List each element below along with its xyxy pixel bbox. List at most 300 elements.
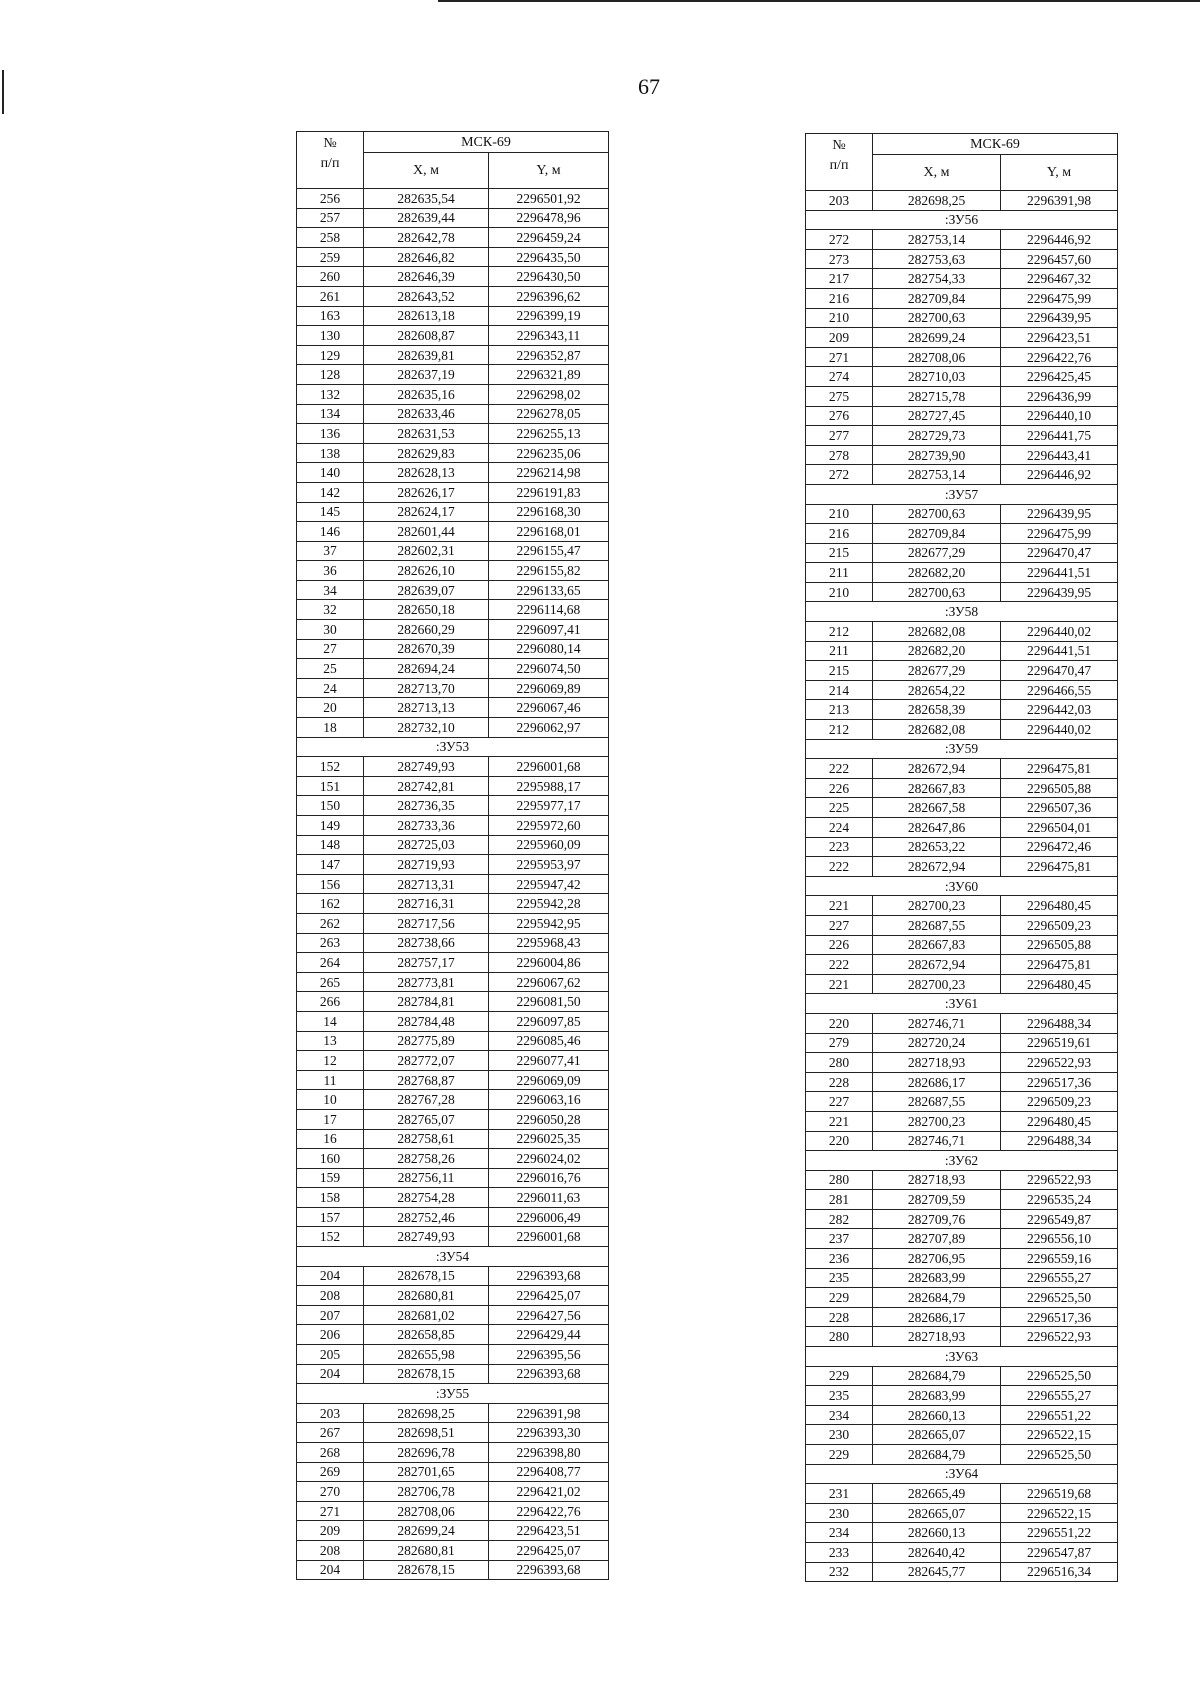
point-number: 222 bbox=[806, 955, 873, 975]
y-value: 2296408,77 bbox=[489, 1462, 609, 1482]
x-value: 282699,24 bbox=[873, 328, 1001, 348]
y-value: 2296004,86 bbox=[489, 953, 609, 973]
point-number: 263 bbox=[297, 933, 364, 953]
table-row bbox=[806, 1033, 1118, 1053]
table-row bbox=[806, 720, 1118, 740]
table-row bbox=[297, 835, 609, 855]
x-value: 282701,65 bbox=[364, 1462, 489, 1482]
x-value: 282650,18 bbox=[364, 600, 489, 620]
point-number: 212 bbox=[806, 622, 873, 642]
point-number: 10 bbox=[297, 1090, 364, 1110]
table-row bbox=[297, 1031, 609, 1051]
table-row bbox=[297, 698, 609, 718]
y-value: 2296488,34 bbox=[1001, 1013, 1118, 1033]
point-number: 211 bbox=[806, 641, 873, 661]
table-row bbox=[806, 426, 1118, 446]
table-row bbox=[297, 1090, 609, 1110]
x-value: 282628,13 bbox=[364, 463, 489, 483]
table-row bbox=[806, 1425, 1118, 1445]
y-value: 2296063,16 bbox=[489, 1090, 609, 1110]
point-number: 217 bbox=[806, 269, 873, 289]
y-value: 2296074,50 bbox=[489, 659, 609, 679]
point-number: 27 bbox=[297, 639, 364, 659]
point-number: 152 bbox=[297, 757, 364, 777]
parcel-label: :ЗУ61 bbox=[806, 994, 1118, 1014]
x-value: 282635,16 bbox=[364, 384, 489, 404]
point-number: 213 bbox=[806, 700, 873, 720]
x-value: 282739,90 bbox=[873, 445, 1001, 465]
x-value: 282658,85 bbox=[364, 1325, 489, 1345]
point-number: 12 bbox=[297, 1051, 364, 1071]
point-number: 207 bbox=[297, 1305, 364, 1325]
x-value: 282706,95 bbox=[873, 1249, 1001, 1269]
x-value: 282686,17 bbox=[873, 1307, 1001, 1327]
table-row bbox=[806, 641, 1118, 661]
point-number: 260 bbox=[297, 267, 364, 287]
x-value: 282746,71 bbox=[873, 1013, 1001, 1033]
x-value: 282752,46 bbox=[364, 1207, 489, 1227]
point-number: 130 bbox=[297, 326, 364, 346]
y-value: 2296555,27 bbox=[1001, 1386, 1118, 1406]
section-row bbox=[806, 876, 1118, 896]
y-value: 2296214,98 bbox=[489, 463, 609, 483]
y-value: 2296321,89 bbox=[489, 365, 609, 385]
y-value: 2296519,68 bbox=[1001, 1484, 1118, 1504]
x-value: 282645,77 bbox=[873, 1562, 1001, 1582]
section-row bbox=[806, 994, 1118, 1014]
table-row bbox=[806, 857, 1118, 877]
x-value: 282640,42 bbox=[873, 1542, 1001, 1562]
point-number: 151 bbox=[297, 776, 364, 796]
y-value: 2296480,45 bbox=[1001, 896, 1118, 916]
table-row bbox=[297, 306, 609, 326]
table-row bbox=[297, 189, 609, 209]
y-value: 2295942,28 bbox=[489, 894, 609, 914]
y-value: 2296421,02 bbox=[489, 1482, 609, 1502]
point-number: 204 bbox=[297, 1266, 364, 1286]
x-value: 282718,93 bbox=[873, 1053, 1001, 1073]
x-value: 282772,07 bbox=[364, 1051, 489, 1071]
x-value: 282738,66 bbox=[364, 933, 489, 953]
y-value: 2296352,87 bbox=[489, 345, 609, 365]
table-row bbox=[806, 837, 1118, 857]
point-number: 230 bbox=[806, 1425, 873, 1445]
x-value: 282626,10 bbox=[364, 561, 489, 581]
point-number: 25 bbox=[297, 659, 364, 679]
x-value: 282749,93 bbox=[364, 1227, 489, 1247]
point-number: 229 bbox=[806, 1288, 873, 1308]
x-value: 282658,39 bbox=[873, 700, 1001, 720]
y-value: 2296191,83 bbox=[489, 482, 609, 502]
table-row bbox=[806, 1523, 1118, 1543]
y-value: 2296519,61 bbox=[1001, 1033, 1118, 1053]
x-value: 282683,99 bbox=[873, 1386, 1001, 1406]
table-row bbox=[297, 1286, 609, 1306]
x-value: 282757,17 bbox=[364, 953, 489, 973]
point-number: 159 bbox=[297, 1168, 364, 1188]
point-number: 256 bbox=[297, 189, 364, 209]
table-row bbox=[806, 1053, 1118, 1073]
x-value: 282694,24 bbox=[364, 659, 489, 679]
y-column-header: Y, м bbox=[489, 153, 609, 189]
x-value: 282680,81 bbox=[364, 1540, 489, 1560]
x-value: 282608,87 bbox=[364, 326, 489, 346]
x-value: 282660,13 bbox=[873, 1405, 1001, 1425]
table-row bbox=[806, 935, 1118, 955]
y-value: 2296488,34 bbox=[1001, 1131, 1118, 1151]
point-number: 134 bbox=[297, 404, 364, 424]
x-value: 282601,44 bbox=[364, 522, 489, 542]
table-row bbox=[806, 1445, 1118, 1465]
x-value: 282639,81 bbox=[364, 345, 489, 365]
x-value: 282639,07 bbox=[364, 580, 489, 600]
point-number: 229 bbox=[806, 1366, 873, 1386]
x-value: 282654,22 bbox=[873, 680, 1001, 700]
table-row bbox=[297, 953, 609, 973]
point-number: 271 bbox=[806, 347, 873, 367]
table-row bbox=[806, 759, 1118, 779]
number-abbrev: п/п bbox=[320, 156, 340, 171]
x-value: 282754,28 bbox=[364, 1188, 489, 1208]
point-number: 275 bbox=[806, 386, 873, 406]
table-row bbox=[806, 230, 1118, 250]
table-row bbox=[806, 1190, 1118, 1210]
y-value: 2296470,47 bbox=[1001, 661, 1118, 681]
table-row bbox=[806, 524, 1118, 544]
table-row bbox=[297, 1129, 609, 1149]
point-number: 129 bbox=[297, 345, 364, 365]
x-value: 282709,84 bbox=[873, 288, 1001, 308]
point-number: 224 bbox=[806, 818, 873, 838]
section-row bbox=[297, 1384, 609, 1404]
x-value: 282720,24 bbox=[873, 1033, 1001, 1053]
y-value: 2296509,23 bbox=[1001, 1092, 1118, 1112]
y-value: 2296535,24 bbox=[1001, 1190, 1118, 1210]
coordinates-table-left bbox=[296, 131, 609, 1580]
x-value: 282700,63 bbox=[873, 582, 1001, 602]
x-value: 282624,17 bbox=[364, 502, 489, 522]
table-row bbox=[297, 1051, 609, 1071]
point-number: 278 bbox=[806, 445, 873, 465]
table-row bbox=[297, 620, 609, 640]
y-value: 2296436,99 bbox=[1001, 386, 1118, 406]
point-number: 235 bbox=[806, 1386, 873, 1406]
table-row bbox=[806, 1268, 1118, 1288]
point-number: 147 bbox=[297, 855, 364, 875]
point-number: 225 bbox=[806, 798, 873, 818]
x-value: 282713,31 bbox=[364, 874, 489, 894]
point-number: 231 bbox=[806, 1484, 873, 1504]
point-number: 132 bbox=[297, 384, 364, 404]
x-value: 282647,86 bbox=[873, 818, 1001, 838]
point-number: 156 bbox=[297, 874, 364, 894]
point-number: 226 bbox=[806, 778, 873, 798]
table-row bbox=[806, 1503, 1118, 1523]
x-value: 282784,48 bbox=[364, 1011, 489, 1031]
point-number: 152 bbox=[297, 1227, 364, 1247]
point-number: 234 bbox=[806, 1523, 873, 1543]
y-value: 2295972,60 bbox=[489, 816, 609, 836]
point-number: 234 bbox=[806, 1405, 873, 1425]
x-value: 282660,29 bbox=[364, 620, 489, 640]
x-value: 282665,49 bbox=[873, 1484, 1001, 1504]
x-value: 282613,18 bbox=[364, 306, 489, 326]
table-row bbox=[806, 1209, 1118, 1229]
y-value: 2296393,68 bbox=[489, 1266, 609, 1286]
x-value: 282682,20 bbox=[873, 641, 1001, 661]
y-value: 2296475,81 bbox=[1001, 955, 1118, 975]
table-row bbox=[297, 992, 609, 1012]
x-value: 282736,35 bbox=[364, 796, 489, 816]
y-value: 2296480,45 bbox=[1001, 974, 1118, 994]
y-value: 2296427,56 bbox=[489, 1305, 609, 1325]
y-value: 2296024,02 bbox=[489, 1149, 609, 1169]
x-value: 282716,31 bbox=[364, 894, 489, 914]
number-abbrev: п/п bbox=[829, 158, 849, 173]
table-row bbox=[806, 328, 1118, 348]
parcel-label: :ЗУ62 bbox=[806, 1151, 1118, 1171]
y-value: 2296517,36 bbox=[1001, 1307, 1118, 1327]
coordinate-system-header: МСК-69 bbox=[873, 134, 1118, 155]
x-value: 282765,07 bbox=[364, 1109, 489, 1129]
point-number: 227 bbox=[806, 915, 873, 935]
x-value: 282683,99 bbox=[873, 1268, 1001, 1288]
point-number: 274 bbox=[806, 367, 873, 387]
point-number: 37 bbox=[297, 541, 364, 561]
x-value: 282678,15 bbox=[364, 1560, 489, 1580]
parcel-label: :ЗУ55 bbox=[297, 1384, 609, 1404]
point-number: 221 bbox=[806, 974, 873, 994]
point-number: 142 bbox=[297, 482, 364, 502]
point-number: 136 bbox=[297, 424, 364, 444]
x-value: 282678,15 bbox=[364, 1266, 489, 1286]
table-row bbox=[806, 582, 1118, 602]
point-number: 157 bbox=[297, 1207, 364, 1227]
y-value: 2296396,62 bbox=[489, 286, 609, 306]
point-number: 222 bbox=[806, 857, 873, 877]
x-value: 282709,59 bbox=[873, 1190, 1001, 1210]
y-value: 2296507,36 bbox=[1001, 798, 1118, 818]
y-value: 2296398,80 bbox=[489, 1443, 609, 1463]
x-value: 282775,89 bbox=[364, 1031, 489, 1051]
x-value: 282682,20 bbox=[873, 563, 1001, 583]
point-number: 11 bbox=[297, 1070, 364, 1090]
y-value: 2296441,51 bbox=[1001, 641, 1118, 661]
point-number: 264 bbox=[297, 953, 364, 973]
y-value: 2296505,88 bbox=[1001, 935, 1118, 955]
table-row bbox=[806, 1131, 1118, 1151]
point-number: 268 bbox=[297, 1443, 364, 1463]
x-value: 282742,81 bbox=[364, 776, 489, 796]
y-value: 2296422,76 bbox=[489, 1501, 609, 1521]
point-number: 266 bbox=[297, 992, 364, 1012]
left-table-body bbox=[297, 189, 609, 1580]
y-value: 2296001,68 bbox=[489, 757, 609, 777]
x-value: 282660,13 bbox=[873, 1523, 1001, 1543]
x-value: 282725,03 bbox=[364, 835, 489, 855]
table-row bbox=[297, 600, 609, 620]
table-row bbox=[297, 659, 609, 679]
y-value: 2296475,99 bbox=[1001, 288, 1118, 308]
point-number: 205 bbox=[297, 1345, 364, 1365]
point-number: 148 bbox=[297, 835, 364, 855]
x-value: 282655,98 bbox=[364, 1345, 489, 1365]
table-row bbox=[297, 365, 609, 385]
x-value: 282758,26 bbox=[364, 1149, 489, 1169]
point-number: 236 bbox=[806, 1249, 873, 1269]
x-value: 282629,83 bbox=[364, 443, 489, 463]
y-value: 2296522,15 bbox=[1001, 1425, 1118, 1445]
y-value: 2296077,41 bbox=[489, 1051, 609, 1071]
x-value: 282602,31 bbox=[364, 541, 489, 561]
point-number: 216 bbox=[806, 288, 873, 308]
y-value: 2296235,06 bbox=[489, 443, 609, 463]
y-value: 2296006,49 bbox=[489, 1207, 609, 1227]
y-value: 2296443,41 bbox=[1001, 445, 1118, 465]
table-row bbox=[297, 796, 609, 816]
point-number: 36 bbox=[297, 561, 364, 581]
section-row bbox=[806, 210, 1118, 230]
table-row bbox=[806, 1288, 1118, 1308]
y-value: 2296525,50 bbox=[1001, 1366, 1118, 1386]
table-row bbox=[806, 1072, 1118, 1092]
point-number: 228 bbox=[806, 1307, 873, 1327]
y-value: 2296441,75 bbox=[1001, 426, 1118, 446]
y-value: 2295953,97 bbox=[489, 855, 609, 875]
x-value: 282715,78 bbox=[873, 386, 1001, 406]
y-value: 2296114,68 bbox=[489, 600, 609, 620]
point-number: 214 bbox=[806, 680, 873, 700]
y-value: 2296501,92 bbox=[489, 189, 609, 209]
table-row bbox=[806, 818, 1118, 838]
x-value: 282700,23 bbox=[873, 896, 1001, 916]
y-value: 2296097,85 bbox=[489, 1011, 609, 1031]
x-value: 282733,36 bbox=[364, 816, 489, 836]
point-number: 277 bbox=[806, 426, 873, 446]
parcel-label: :ЗУ63 bbox=[806, 1347, 1118, 1367]
x-value: 282698,25 bbox=[873, 191, 1001, 211]
table-row bbox=[806, 1405, 1118, 1425]
point-number: 16 bbox=[297, 1129, 364, 1149]
table-row bbox=[297, 443, 609, 463]
table-row bbox=[297, 1443, 609, 1463]
x-value: 282670,39 bbox=[364, 639, 489, 659]
table-row bbox=[806, 1229, 1118, 1249]
point-number: 146 bbox=[297, 522, 364, 542]
x-value: 282700,23 bbox=[873, 974, 1001, 994]
table-row bbox=[297, 1521, 609, 1541]
table-row bbox=[297, 1011, 609, 1031]
table-row bbox=[806, 955, 1118, 975]
table-row bbox=[297, 502, 609, 522]
point-number: 220 bbox=[806, 1131, 873, 1151]
table-row bbox=[297, 580, 609, 600]
point-number: 235 bbox=[806, 1268, 873, 1288]
x-value: 282707,89 bbox=[873, 1229, 1001, 1249]
y-value: 2296439,95 bbox=[1001, 582, 1118, 602]
point-number: 14 bbox=[297, 1011, 364, 1031]
section-row bbox=[806, 1151, 1118, 1171]
table-row bbox=[297, 1149, 609, 1169]
x-value: 282639,44 bbox=[364, 208, 489, 228]
table-row bbox=[806, 661, 1118, 681]
x-value: 282682,08 bbox=[873, 720, 1001, 740]
x-value: 282672,94 bbox=[873, 955, 1001, 975]
section-row bbox=[806, 1464, 1118, 1484]
x-value: 282677,29 bbox=[873, 543, 1001, 563]
y-value: 2296522,93 bbox=[1001, 1170, 1118, 1190]
section-row bbox=[806, 602, 1118, 622]
y-value: 2296522,93 bbox=[1001, 1053, 1118, 1073]
table-row bbox=[806, 308, 1118, 328]
table-row bbox=[297, 1482, 609, 1502]
y-value: 2296399,19 bbox=[489, 306, 609, 326]
y-value: 2295968,43 bbox=[489, 933, 609, 953]
y-value: 2296480,45 bbox=[1001, 1111, 1118, 1131]
y-value: 2296395,56 bbox=[489, 1345, 609, 1365]
table-row bbox=[806, 1092, 1118, 1112]
parcel-label: :ЗУ57 bbox=[806, 484, 1118, 504]
table-row bbox=[806, 1562, 1118, 1582]
x-value: 282727,45 bbox=[873, 406, 1001, 426]
y-value: 2296440,02 bbox=[1001, 622, 1118, 642]
table-row bbox=[297, 1501, 609, 1521]
table-row bbox=[297, 913, 609, 933]
y-value: 2296001,68 bbox=[489, 1227, 609, 1247]
point-number: 160 bbox=[297, 1149, 364, 1169]
number-sign: № bbox=[323, 136, 337, 151]
y-value: 2296522,15 bbox=[1001, 1503, 1118, 1523]
table-row bbox=[806, 1111, 1118, 1131]
parcel-label: :ЗУ56 bbox=[806, 210, 1118, 230]
point-number: 223 bbox=[806, 837, 873, 857]
y-value: 2296430,50 bbox=[489, 267, 609, 287]
x-value: 282696,78 bbox=[364, 1443, 489, 1463]
y-value: 2295988,17 bbox=[489, 776, 609, 796]
table-row bbox=[297, 1266, 609, 1286]
table-row bbox=[806, 1013, 1118, 1033]
y-value: 2296516,34 bbox=[1001, 1562, 1118, 1582]
x-value: 282665,07 bbox=[873, 1503, 1001, 1523]
table-row bbox=[297, 1403, 609, 1423]
point-number: 18 bbox=[297, 718, 364, 738]
y-value: 2296168,01 bbox=[489, 522, 609, 542]
table-row bbox=[806, 680, 1118, 700]
y-value: 2296423,51 bbox=[489, 1521, 609, 1541]
y-value: 2296446,92 bbox=[1001, 465, 1118, 485]
section-row bbox=[297, 737, 609, 757]
table-row bbox=[297, 424, 609, 444]
x-value: 282699,24 bbox=[364, 1521, 489, 1541]
point-number: 138 bbox=[297, 443, 364, 463]
y-value: 2296391,98 bbox=[489, 1403, 609, 1423]
point-number: 128 bbox=[297, 365, 364, 385]
table-row bbox=[297, 1168, 609, 1188]
table-row bbox=[806, 896, 1118, 916]
y-value: 2296097,41 bbox=[489, 620, 609, 640]
point-number: 258 bbox=[297, 228, 364, 248]
table-row bbox=[297, 874, 609, 894]
table-row bbox=[806, 191, 1118, 211]
point-number: 209 bbox=[806, 328, 873, 348]
y-value: 2296155,47 bbox=[489, 541, 609, 561]
section-row bbox=[297, 1247, 609, 1267]
number-column-header bbox=[297, 132, 364, 189]
y-value: 2296298,02 bbox=[489, 384, 609, 404]
y-value: 2295942,95 bbox=[489, 913, 609, 933]
point-number: 32 bbox=[297, 600, 364, 620]
y-value: 2296425,07 bbox=[489, 1540, 609, 1560]
